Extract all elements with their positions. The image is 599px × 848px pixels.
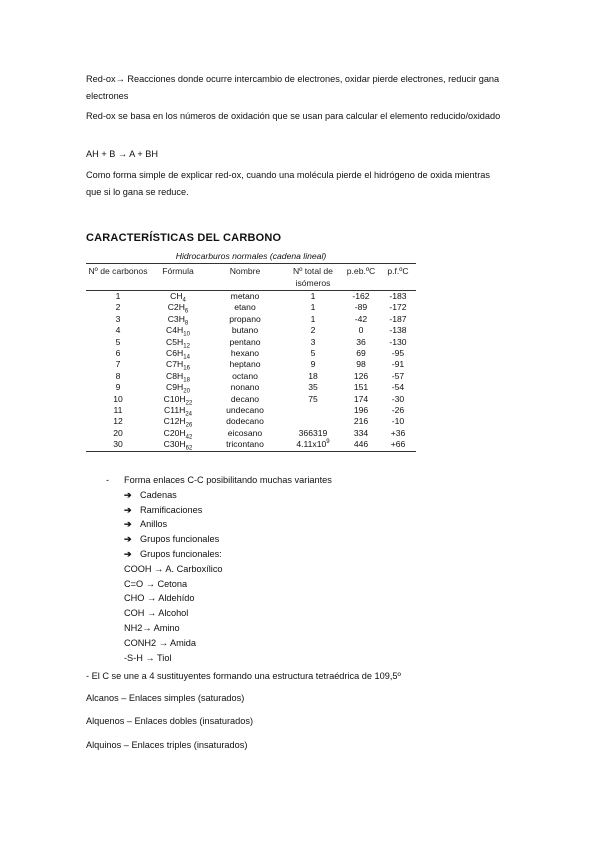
cell-boiling-point: 446 — [353, 439, 369, 450]
cell-formula — [150, 348, 206, 359]
formula-subscript: 14 — [183, 354, 190, 361]
cell-boiling-point: 36 — [356, 336, 366, 347]
cell-boiling-point: 69 — [356, 348, 366, 359]
paragraph-tetrahedral: - El C se une a 4 sustituyentes formando una estructura tetraédrica de 109,5º — [86, 671, 401, 681]
arrow-icon: ➔ — [124, 534, 132, 545]
hydrocarbon-table — [86, 250, 416, 452]
cell-name: dodecano — [226, 416, 264, 427]
table-row — [86, 416, 416, 427]
header-name: Nombre — [229, 266, 261, 276]
carbon-features-list — [86, 473, 332, 665]
cell-melting-point: -187 — [389, 313, 407, 324]
isomers-superscript: 9 — [326, 439, 330, 446]
header-melting-point: p.f.ºC — [387, 266, 409, 276]
functional-group-item: -S-H → Tiol — [124, 652, 172, 663]
formula-text: C10H — [163, 393, 186, 404]
formula-text: C11H — [163, 405, 186, 416]
paragraph-redox-definition: Red-ox→ Reacciones donde ocurre intercambio de electrones, oxidar pierde electrones, reducir gana electrones — [86, 74, 500, 101]
cell-boiling-point: 196 — [353, 405, 369, 416]
formula-text: CH — [170, 291, 183, 301]
cell-isomers — [284, 371, 342, 382]
cell-melting-point: -54 — [391, 382, 405, 393]
table-row — [86, 325, 416, 336]
formula-subscript: 18 — [183, 377, 190, 384]
table-row — [86, 405, 416, 416]
cell-carbons: 4 — [115, 325, 121, 336]
cell-melting-point: -183 — [389, 291, 407, 301]
table-row — [86, 337, 416, 348]
cell-formula — [150, 394, 206, 405]
cell-carbons: 6 — [115, 348, 121, 359]
cell-isomers — [284, 337, 342, 348]
cell-formula — [150, 325, 206, 336]
paragraph-alquenos: Alquenos – Enlaces dobles (insaturados) — [86, 716, 254, 726]
list-item — [86, 517, 332, 532]
cell-carbons: 11 — [113, 405, 123, 416]
cell-boiling-point: -42 — [354, 313, 368, 324]
cell-melting-point: -30 — [391, 393, 405, 404]
cell-carbons: 30 — [113, 439, 123, 450]
cell-boiling-point: 126 — [353, 370, 369, 381]
cell-carbons: 7 — [115, 359, 121, 370]
cell-boiling-point: 216 — [353, 416, 369, 427]
cell-name: undecano — [226, 405, 264, 416]
cell-name: eicosano — [227, 427, 263, 438]
table-row — [86, 291, 416, 303]
cell-isomers — [284, 325, 342, 336]
paragraph-simple-explanation: Como forma simple de explicar red-ox, cuando una molécula pierde el hidrógeno de oxida mientras que si lo gana se reduce. — [86, 170, 490, 197]
table-caption: Hidrocarburos normales (cadena lineal) — [86, 250, 416, 264]
paragraph-equation: AH + B → A + BH — [86, 149, 159, 159]
paragraph-alcanos: Alcanos – Enlaces simples (saturados) — [86, 693, 245, 703]
isomers-text: 1 — [310, 302, 316, 313]
cell-name: butano — [231, 325, 259, 336]
cell-name: propano — [229, 313, 261, 324]
functional-group-item: COOH → A. Carboxílico — [124, 563, 223, 574]
list-item-text: Forma enlaces C-C posibilitando muchas variantes — [124, 475, 332, 485]
cell-carbons: 20 — [113, 427, 123, 438]
cell-formula — [150, 337, 206, 348]
cell-name: pentano — [229, 336, 261, 347]
isomers-text: 3 — [310, 336, 316, 347]
cell-boiling-point: 151 — [353, 382, 369, 393]
arrow-icon: ➔ — [124, 489, 132, 500]
formula-subscript: 24 — [185, 411, 193, 418]
formula-subscript: 62 — [185, 446, 193, 452]
cell-isomers — [284, 439, 342, 451]
table-row — [86, 302, 416, 313]
functional-group-item: C=O → Cetona — [124, 578, 188, 589]
list-item — [86, 503, 332, 518]
cell-name: octano — [232, 370, 258, 381]
functional-group-item: NH2→ Amino — [124, 622, 180, 633]
dash-bullet: - — [106, 475, 110, 485]
cell-boiling-point: 334 — [353, 427, 369, 438]
formula-subscript: 16 — [183, 366, 190, 373]
table-header-row — [86, 264, 416, 291]
table-row — [86, 382, 416, 393]
table-row — [86, 394, 416, 405]
isomers-text: 366319 — [298, 427, 328, 438]
header-isomers: Nº total de isómeros — [293, 266, 333, 288]
cell-formula — [150, 359, 206, 373]
cell-melting-point: -95 — [391, 348, 405, 359]
functional-group-item: CHO → Aldehído — [124, 593, 195, 604]
functional-group-item: CONH2 → Amida — [124, 637, 196, 648]
cell-melting-point: -10 — [391, 416, 405, 427]
list-item — [86, 532, 332, 547]
list-item-text: Cadenas — [140, 489, 177, 500]
formula-subscript: 26 — [185, 423, 193, 430]
cell-carbons: 10 — [113, 393, 123, 404]
cell-carbons: 9 — [115, 382, 121, 393]
table-row — [86, 348, 416, 359]
isomers-text: 4.11x10 — [296, 439, 327, 450]
cell-boiling-point: -89 — [354, 302, 368, 313]
formula-text: C8H — [166, 370, 184, 381]
isomers-text: 1 — [310, 313, 316, 324]
list-item — [86, 473, 332, 488]
formula-text: C7H — [166, 359, 184, 370]
formula-subscript: 42 — [185, 434, 193, 441]
cell-name: decano — [230, 393, 260, 404]
cell-isomers — [284, 405, 342, 416]
formula-text: C20H — [163, 427, 186, 438]
cell-carbons: 3 — [115, 313, 121, 324]
table-row — [86, 314, 416, 325]
cell-formula — [150, 382, 206, 393]
isomers-text: 2 — [310, 325, 316, 336]
cell-isomers — [284, 302, 342, 313]
header-formula: Fórmula — [162, 266, 194, 276]
table-row — [86, 371, 416, 382]
paragraph-alquinos: Alquinos – Enlaces triples (insaturados) — [86, 740, 248, 750]
formula-subscript: 20 — [183, 388, 190, 395]
header-boiling-point: p.eb.ºC — [346, 266, 376, 276]
section-heading: CARACTERÍSTICAS DEL CARBONO — [86, 232, 282, 244]
list-item — [86, 547, 332, 562]
list-item-text: Grupos funcionales — [140, 534, 220, 545]
formula-text: C3H — [167, 313, 185, 324]
cell-boiling-point: 98 — [356, 359, 366, 370]
cell-name: nonano — [230, 382, 260, 393]
formula-subscript: 10 — [183, 331, 190, 338]
table-row — [86, 359, 416, 370]
table-row — [86, 428, 416, 439]
arrow-icon: ➔ — [124, 504, 132, 515]
isomers-text: 1 — [310, 291, 316, 301]
formula-text: C4H — [166, 325, 184, 336]
cell-isomers — [284, 428, 342, 439]
cell-formula — [150, 314, 206, 325]
cell-isomers — [284, 359, 342, 370]
isomers-text: 18 — [308, 370, 318, 381]
cell-formula — [150, 371, 206, 382]
cell-melting-point: -130 — [389, 336, 407, 347]
cell-boiling-point: 0 — [358, 325, 364, 336]
cell-name: heptano — [229, 359, 261, 370]
isomers-text: 75 — [308, 393, 318, 404]
cell-melting-point: -57 — [391, 370, 405, 381]
formula-text: C5H — [166, 336, 184, 347]
cell-melting-point: +36 — [390, 427, 406, 438]
cell-name: etano — [234, 302, 256, 313]
cell-name: metano — [230, 291, 260, 301]
arrow-icon: ➔ — [124, 548, 132, 559]
cell-formula — [150, 439, 206, 451]
arrow-icon: ➔ — [124, 519, 132, 530]
cell-boiling-point: -162 — [352, 291, 370, 301]
cell-boiling-point: 174 — [353, 393, 369, 404]
cell-melting-point: -26 — [391, 405, 405, 416]
formula-subscript: 8 — [184, 320, 189, 327]
table-row — [86, 439, 416, 451]
isomers-text: 9 — [310, 359, 316, 370]
cell-formula — [150, 291, 206, 303]
isomers-text: 35 — [308, 382, 318, 393]
cell-melting-point: -91 — [391, 359, 405, 370]
cell-formula — [150, 405, 206, 416]
cell-isomers — [284, 348, 342, 359]
list-item — [86, 488, 332, 503]
list-item-text: Grupos funcionales: — [140, 548, 222, 559]
cell-isomers — [284, 382, 342, 393]
cell-melting-point: -172 — [389, 302, 407, 313]
cell-formula — [150, 302, 206, 316]
formula-text: C30H — [163, 439, 186, 450]
cell-carbons: 1 — [115, 291, 121, 301]
formula-text: C6H — [166, 348, 184, 359]
cell-carbons: 5 — [115, 336, 121, 347]
cell-melting-point: +66 — [390, 439, 406, 450]
cell-melting-point: -138 — [389, 325, 407, 336]
cell-carbons: 8 — [115, 370, 121, 381]
cell-isomers — [284, 291, 342, 303]
cell-formula — [150, 428, 206, 439]
functional-group-item: COH → Alcohol — [124, 608, 189, 619]
formula-text: C2H — [167, 302, 185, 313]
formula-text: C12H — [163, 416, 186, 427]
cell-carbons: 2 — [115, 302, 121, 313]
formula-subscript: 22 — [185, 400, 193, 407]
cell-isomers — [284, 394, 342, 405]
list-item-text: Anillos — [140, 519, 168, 530]
header-carbons: Nº de carbonos — [88, 266, 148, 276]
isomers-text: 5 — [310, 348, 316, 359]
paragraph-oxidation-numbers: Red-ox se basa en los números de oxidación que se usan para calcular el elemento reducido/oxidado — [86, 111, 501, 121]
formula-subscript: 4 — [182, 297, 186, 304]
list-item-text: Ramificaciones — [140, 504, 203, 515]
formula-subscript: 12 — [183, 343, 190, 350]
cell-isomers — [284, 416, 342, 427]
cell-carbons: 12 — [113, 416, 123, 427]
formula-text: C9H — [166, 382, 184, 393]
cell-name: hexano — [230, 348, 260, 359]
cell-formula — [150, 416, 206, 430]
cell-isomers — [284, 314, 342, 325]
formula-subscript: 6 — [184, 309, 189, 316]
cell-name: tricontano — [226, 439, 264, 450]
